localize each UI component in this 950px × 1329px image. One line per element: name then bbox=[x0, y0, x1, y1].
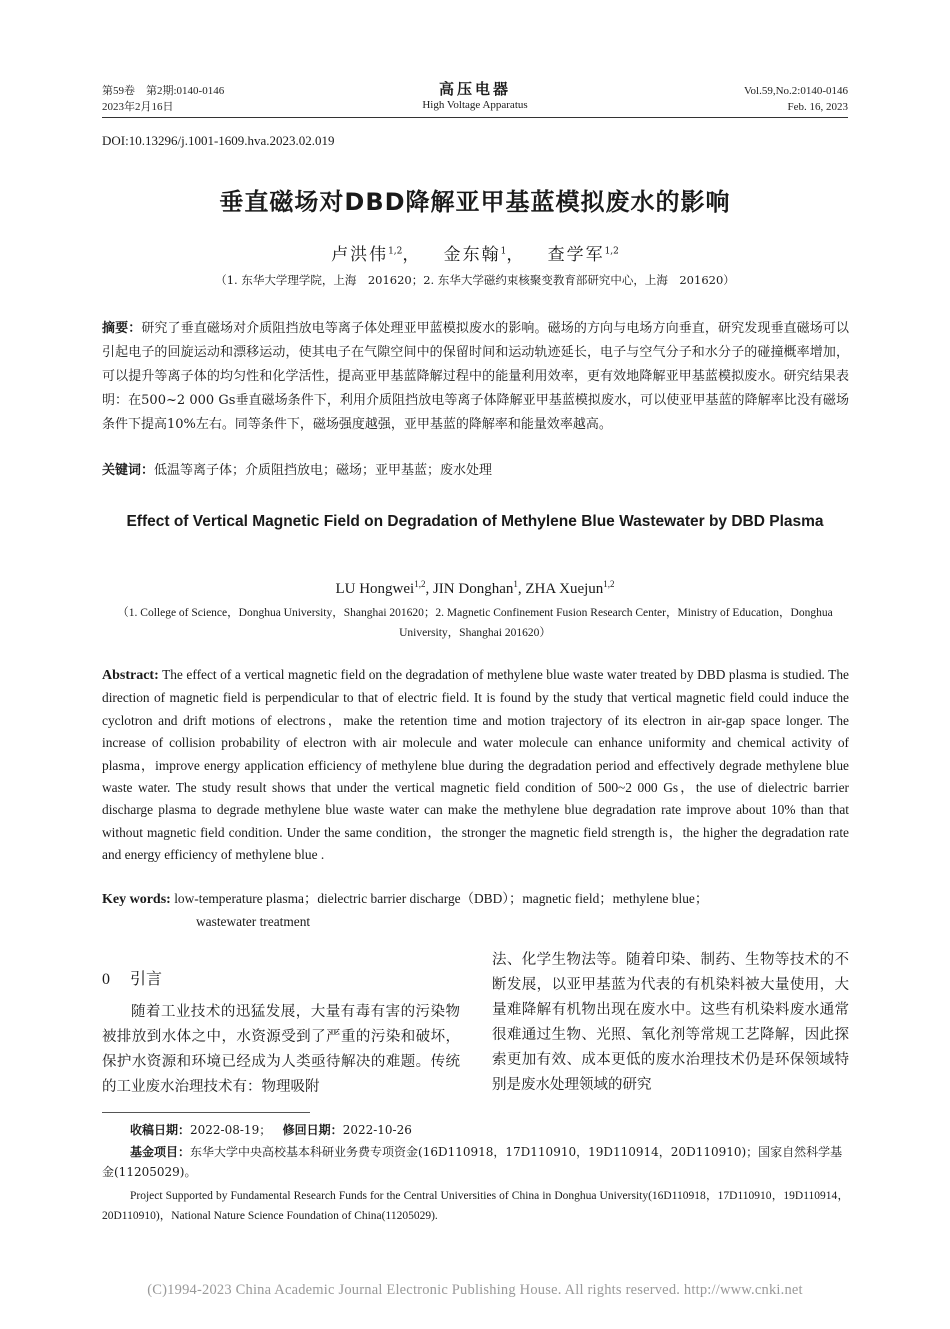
abstract-en bbox=[102, 664, 849, 867]
page-title-en: Effect of Vertical Magnetic Field on Degradation of Methylene Blue Wastewater by DBD Plasma bbox=[126, 513, 824, 530]
publication-date: 2023年2月16日 bbox=[102, 101, 174, 113]
affiliation-en: （1. College of Science，Donghua University，Shanghai 201620；2. Magnetic Confinement Fusion Research Center，Ministry of Education，Donghua University，Shanghai 201620） bbox=[117, 607, 833, 639]
author-name: 查学军 bbox=[547, 245, 605, 265]
section-number: 0 bbox=[102, 971, 110, 988]
fund-text-cn: 东华大学中央高校基本科研业务费专项资金(16D110918，17D110910，19D110914，20D110910)；国家自然科学基金(11205029)。 bbox=[102, 1145, 843, 1179]
header-rule bbox=[102, 117, 848, 118]
received-date: 2022-08-19； bbox=[190, 1123, 272, 1137]
section-title: 引言 bbox=[130, 969, 163, 988]
author-name: JIN Donghan bbox=[432, 581, 514, 597]
body-column-left: 随着工业技术的迅猛发展，大量有毒有害的污染物被排放到水体之中，水资源受到了严重的污染和破坏，保护水资源和环境已经成为人类亟待解决的难题。传统的工业废水治理技术有：物理吸附 bbox=[102, 1004, 460, 1095]
keywords-cn bbox=[102, 461, 849, 481]
author-separator: ， bbox=[506, 245, 526, 265]
author-name: ZHA Xuejun bbox=[525, 581, 604, 597]
author-name: 金东翰 bbox=[443, 245, 501, 265]
author-affiliation-mark: 1,2 bbox=[388, 246, 403, 257]
abstract-cn bbox=[102, 317, 849, 437]
author-affiliation-mark: 1 bbox=[513, 579, 518, 589]
journal-masthead bbox=[375, 78, 575, 111]
author-name: LU Hongwei bbox=[335, 581, 415, 597]
keywords-cn-text: 低温等离子体；介质阻挡放电；磁场；亚甲基蓝；废水处理 bbox=[154, 463, 493, 478]
publication-date-en: Feb. 16, 2023 bbox=[787, 101, 848, 113]
footnote-fund-en bbox=[102, 1186, 849, 1226]
copyright-notice: (C)1994-2023 China Academic Journal Electronic Publishing House. All rights reserved. http://www.cnki.net bbox=[147, 1282, 803, 1298]
body-column-right: 法、化学生物法等。随着印染、制药、生物等技术的不断发展，以亚甲基蓝为代表的有机染料被大量使用，大量难降解有机物出现在废水中。这些有机染料废水通常很难通过生物、光照、氧化剂等常规工艺降解，因此探索更加有效、成本更低的废水治理技术仍是环保领域特别是废水处理领域的研究 bbox=[492, 952, 849, 1093]
author-affiliation-mark: 1,2 bbox=[603, 579, 615, 589]
keywords-cn-label: 关键词： bbox=[102, 463, 155, 478]
received-label: 收稿日期： bbox=[130, 1123, 191, 1137]
authors-cn bbox=[0, 240, 950, 265]
volume-issue-en: Vol.59,No.2:0140-0146 bbox=[744, 85, 848, 97]
revised-date: 2022-10-26 bbox=[342, 1123, 412, 1137]
footnote-rule bbox=[102, 1112, 310, 1113]
author-affiliation-mark: 1,2 bbox=[604, 246, 619, 257]
authors-en bbox=[0, 579, 950, 598]
fund-text-en: Project Supported by Fundamental Research Funds for the Central Universities of China in Donghua University(16D110918，17D110910，19D110914，20D110910)，National Nature Science Foundation of China(11205029). bbox=[102, 1190, 849, 1222]
footnote-fund-cn bbox=[102, 1142, 849, 1182]
doi: DOI:10.13296/j.1001-1609.hva.2023.02.019 bbox=[102, 133, 335, 148]
author-affiliation-mark: 1,2 bbox=[414, 579, 426, 589]
section-heading bbox=[102, 966, 162, 989]
keywords-en-line1: low-temperature plasma；dielectric barrier discharge（DBD）；magnetic field；methylene blue； bbox=[174, 891, 709, 906]
author-separator: ， bbox=[402, 245, 422, 265]
journal-logo-cn: 高压电器 bbox=[438, 80, 511, 98]
keywords-en bbox=[102, 888, 849, 933]
revised-label: 修回日期： bbox=[282, 1123, 343, 1137]
page-title-cn: 垂直磁场对DBD降解亚甲基蓝模拟废水的影响 bbox=[219, 188, 731, 216]
footnote-dates bbox=[130, 1120, 412, 1140]
author-separator: , bbox=[425, 581, 433, 597]
author-separator: , bbox=[517, 581, 526, 597]
affiliation-cn: （1. 东华大学理学院，上海 201620；2. 东华大学磁约束核聚变教育部研究中心，上海 201620） bbox=[215, 273, 735, 287]
keywords-en-label: Key words: bbox=[102, 892, 171, 907]
author-affiliation-mark: 1 bbox=[500, 246, 507, 257]
abstract-cn-label: 摘要： bbox=[102, 321, 142, 336]
author-name: 卢洪伟 bbox=[331, 245, 389, 265]
header-left bbox=[102, 83, 224, 115]
abstract-en-label: Abstract: bbox=[102, 668, 159, 683]
keywords-en-line2: wastewater treatment bbox=[196, 914, 311, 929]
abstract-en-text: The effect of a vertical magnetic field on the degradation of methylene blue waste water treated by DBD plasma is studied. The direction of magnetic field is perpendicular to that of electric field. It is found by the study that vertical magnetic field could induce the cyclotron and drift motions of electrons，make the retention time and motion trajectory of its electron in air-gap space longer. The increase of collision probability of electron with air molecule and water molecule can enhance uniformity and chemical activity of plasma，improve energy application efficiency of methylene blue during the degradation period and effectively degrade methylene blue waste water. The study result shows that under the vertical magnetic field condition of 500~2 000 Gs，the use of dielectric barrier discharge plasma to degrade methylene blue waste water can make the methylene blue degradation rate improve about 10% than that without magnetic field condition. Under the same condition，the stronger the magnetic field strength is，the higher the degradation rate and energy efficiency of methylene blue . bbox=[102, 667, 849, 863]
journal-name-en: High Voltage Apparatus bbox=[422, 99, 528, 111]
volume-issue: 第59卷 第2期:0140-0146 bbox=[102, 85, 225, 97]
abstract-cn-text: 研究了垂直磁场对介质阻挡放电等离子体处理亚甲蓝模拟废水的影响。磁场的方向与电场方向垂直，研究发现垂直磁场可以引起电子的回旋运动和漂移运动，使其电子在气隙空间中的保留时间和运动轨迹延长，电子与空气分子和水分子的碰撞概率增加，可以提升等离子体的均匀性和化学活性，提高亚甲基蓝降解过程中的能量利用效率，更有效地降解亚甲基蓝模拟废水。研究结果表明：在500~2 000 Gs垂直磁场条件下，利用介质阻挡放电等离子体降解亚甲基蓝模拟废水，可以使亚甲基蓝的降解率比没有磁场条件下提高10%左右。同等条件下，磁场强度越强，亚甲基蓝的降解率和能量效率越高。 bbox=[102, 321, 849, 432]
fund-label: 基金项目： bbox=[130, 1145, 191, 1159]
header-right bbox=[744, 83, 848, 115]
